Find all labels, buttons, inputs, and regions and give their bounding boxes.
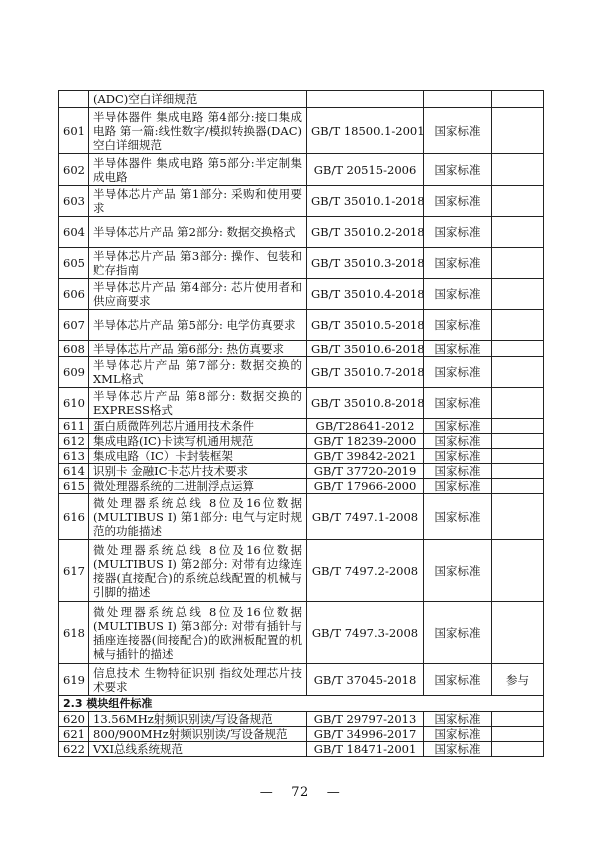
standard-name: 集成电路（IC）卡封装框架 (89, 449, 307, 464)
standard-name: 半导体芯片产品 第7部分: 数据交换的XML格式 (89, 357, 307, 388)
standards-table-body (59, 91, 544, 757)
standard-type: 国家标准 (424, 727, 492, 742)
standard-name: 信息技术 生物特征识别 指纹处理芯片技术要求 (89, 664, 307, 696)
row-number (59, 91, 89, 108)
table-row (59, 310, 544, 341)
standard-type: 国家标准 (424, 479, 492, 494)
table-row (59, 341, 544, 357)
standard-name: 微处理器系统总线 8位及16位数据(MULTIBUS I) 第3部分: 对带有插针与插座连接器(间接配合)的欧洲板配置的机械与插针的描述 (89, 602, 307, 664)
standard-note (492, 540, 544, 602)
row-number: 608 (59, 341, 89, 357)
standard-code: GB/T 35010.5-2018 (307, 310, 424, 341)
standard-note (492, 419, 544, 434)
standard-name: 800/900MHz射频识别读/写设备规范 (89, 727, 307, 742)
standard-name: 半导体芯片产品 第1部分: 采购和使用要求 (89, 186, 307, 217)
standard-name: 13.56MHz射频识别读/写设备规范 (89, 712, 307, 727)
standard-note (492, 108, 544, 154)
standard-note (492, 154, 544, 186)
section-title: 2.3 模块组件标准 (59, 696, 544, 712)
row-number: 617 (59, 540, 89, 602)
row-number: 610 (59, 388, 89, 419)
table-row (59, 434, 544, 449)
standard-note (492, 186, 544, 217)
row-number: 601 (59, 108, 89, 154)
standard-name: 集成电路(IC)卡读写机通用规范 (89, 434, 307, 449)
row-number: 605 (59, 248, 89, 279)
standard-type: 国家标准 (424, 712, 492, 727)
standard-code: GB/T 7497.1-2008 (307, 494, 424, 540)
row-number: 606 (59, 279, 89, 310)
standard-name: 半导体器件 集成电路 第5部分:半定制集成电路 (89, 154, 307, 186)
row-number: 607 (59, 310, 89, 341)
standard-code: GB/T 17966-2000 (307, 479, 424, 494)
standard-note (492, 434, 544, 449)
standard-name: 半导体芯片产品 第4部分: 芯片使用者和供应商要求 (89, 279, 307, 310)
row-number: 614 (59, 464, 89, 479)
standard-note (492, 464, 544, 479)
table-row (59, 91, 544, 108)
standard-code: GB/T 7497.3-2008 (307, 602, 424, 664)
standard-type: 国家标准 (424, 341, 492, 357)
standard-note (492, 279, 544, 310)
standard-name: 蛋白质微阵列芯片通用技术条件 (89, 419, 307, 434)
standard-type: 国家标准 (424, 310, 492, 341)
standard-code: GB/T 35010.4-2018 (307, 279, 424, 310)
standard-name: 微处理器系统总线 8位及16位数据(MULTIBUS I) 第2部分: 对带有边缘连接器(直接配合)的系统总线配置的机械与引脚的描述 (89, 540, 307, 602)
row-number: 611 (59, 419, 89, 434)
standard-type: 国家标准 (424, 464, 492, 479)
row-number: 622 (59, 742, 89, 757)
standard-note (492, 479, 544, 494)
footer-dash-left: — (259, 785, 274, 800)
standard-note (492, 388, 544, 419)
standard-type: 国家标准 (424, 540, 492, 602)
standard-note (492, 248, 544, 279)
standard-name: 半导体芯片产品 第2部分: 数据交换格式 (89, 217, 307, 248)
table-row (59, 664, 544, 696)
table-row (59, 742, 544, 757)
standard-note: 参与 (492, 664, 544, 696)
table-row (59, 602, 544, 664)
standard-code: GB/T 35010.7-2018 (307, 357, 424, 388)
standard-code: GB/T 35010.2-2018 (307, 217, 424, 248)
standard-name: 微处理器系统的二进制浮点运算 (89, 479, 307, 494)
row-number: 621 (59, 727, 89, 742)
standard-type: 国家标准 (424, 154, 492, 186)
standard-type: 国家标准 (424, 419, 492, 434)
standard-code: GB/T 29797-2013 (307, 712, 424, 727)
standard-code: GB/T 35010.6-2018 (307, 341, 424, 357)
standard-code: GB/T 34996-2017 (307, 727, 424, 742)
standard-type: 国家标准 (424, 248, 492, 279)
standard-code: GB/T 35010.3-2018 (307, 248, 424, 279)
row-number: 619 (59, 664, 89, 696)
table-row (59, 217, 544, 248)
standard-name: (ADC)空白详细规范 (89, 91, 307, 108)
table-row (59, 186, 544, 217)
table-row (59, 279, 544, 310)
row-number: 616 (59, 494, 89, 540)
standard-code: GB/T 18239-2000 (307, 434, 424, 449)
row-number: 615 (59, 479, 89, 494)
standard-name: 半导体器件 集成电路 第4部分:接口集成电路 第一篇:线性数字/模拟转换器(DAC)空白详细规范 (89, 108, 307, 154)
row-number: 613 (59, 449, 89, 464)
standard-code: GB/T 37045-2018 (307, 664, 424, 696)
standard-code: GB/T 18500.1-2001 (307, 108, 424, 154)
table-row (59, 712, 544, 727)
table-row (59, 449, 544, 464)
standard-code: GB/T 35010.8-2018 (307, 388, 424, 419)
row-number: 604 (59, 217, 89, 248)
footer-dash-right: — (326, 785, 341, 800)
section-row (59, 696, 544, 712)
standard-name: 半导体芯片产品 第8部分: 数据交换的EXPRESS格式 (89, 388, 307, 419)
standard-note (492, 449, 544, 464)
standard-type: 国家标准 (424, 279, 492, 310)
table-row (59, 727, 544, 742)
standard-note (492, 727, 544, 742)
standards-table (58, 90, 544, 757)
standard-name: 半导体芯片产品 第3部分: 操作、包装和贮存指南 (89, 248, 307, 279)
table-row (59, 108, 544, 154)
standard-note (492, 357, 544, 388)
standard-note (492, 217, 544, 248)
table-row (59, 357, 544, 388)
page-footer (0, 785, 600, 800)
standard-type (424, 91, 492, 108)
standard-note (492, 341, 544, 357)
standard-type: 国家标准 (424, 186, 492, 217)
standard-code (307, 91, 424, 108)
standard-name: 半导体芯片产品 第6部分: 热仿真要求 (89, 341, 307, 357)
standard-code: GB/T 7497.2-2008 (307, 540, 424, 602)
row-number: 620 (59, 712, 89, 727)
standard-code: GB/T 35010.1-2018 (307, 186, 424, 217)
standard-note (492, 91, 544, 108)
standard-note (492, 310, 544, 341)
table-row (59, 248, 544, 279)
standard-note (492, 712, 544, 727)
table-row (59, 494, 544, 540)
standard-type: 国家标准 (424, 494, 492, 540)
standard-type: 国家标准 (424, 434, 492, 449)
standard-code: GB/T 37720-2019 (307, 464, 424, 479)
table-row (59, 464, 544, 479)
standard-type: 国家标准 (424, 357, 492, 388)
standard-type: 国家标准 (424, 108, 492, 154)
row-number: 612 (59, 434, 89, 449)
table-row (59, 479, 544, 494)
table-row (59, 154, 544, 186)
standard-code: GB/T 18471-2001 (307, 742, 424, 757)
standard-type: 国家标准 (424, 449, 492, 464)
table-row (59, 540, 544, 602)
row-number: 618 (59, 602, 89, 664)
standard-name: 识别卡 金融IC卡芯片技术要求 (89, 464, 307, 479)
row-number: 609 (59, 357, 89, 388)
row-number: 603 (59, 186, 89, 217)
standard-name: 半导体芯片产品 第5部分: 电学仿真要求 (89, 310, 307, 341)
standard-type: 国家标准 (424, 742, 492, 757)
table-row (59, 388, 544, 419)
standard-type: 国家标准 (424, 217, 492, 248)
standard-code: GB/T28641-2012 (307, 419, 424, 434)
standard-code: GB/T 39842-2021 (307, 449, 424, 464)
row-number: 602 (59, 154, 89, 186)
table-row (59, 419, 544, 434)
standard-type: 国家标准 (424, 602, 492, 664)
standard-code: GB/T 20515-2006 (307, 154, 424, 186)
standard-note (492, 494, 544, 540)
page-number: 72 (291, 785, 309, 800)
standard-note (492, 742, 544, 757)
standard-name: VXI总线系统规范 (89, 742, 307, 757)
standard-type: 国家标准 (424, 664, 492, 696)
standard-type: 国家标准 (424, 388, 492, 419)
standard-note (492, 602, 544, 664)
standard-name: 微处理器系统总线 8位及16位数据(MULTIBUS I) 第1部分: 电气与定时规范的功能描述 (89, 494, 307, 540)
